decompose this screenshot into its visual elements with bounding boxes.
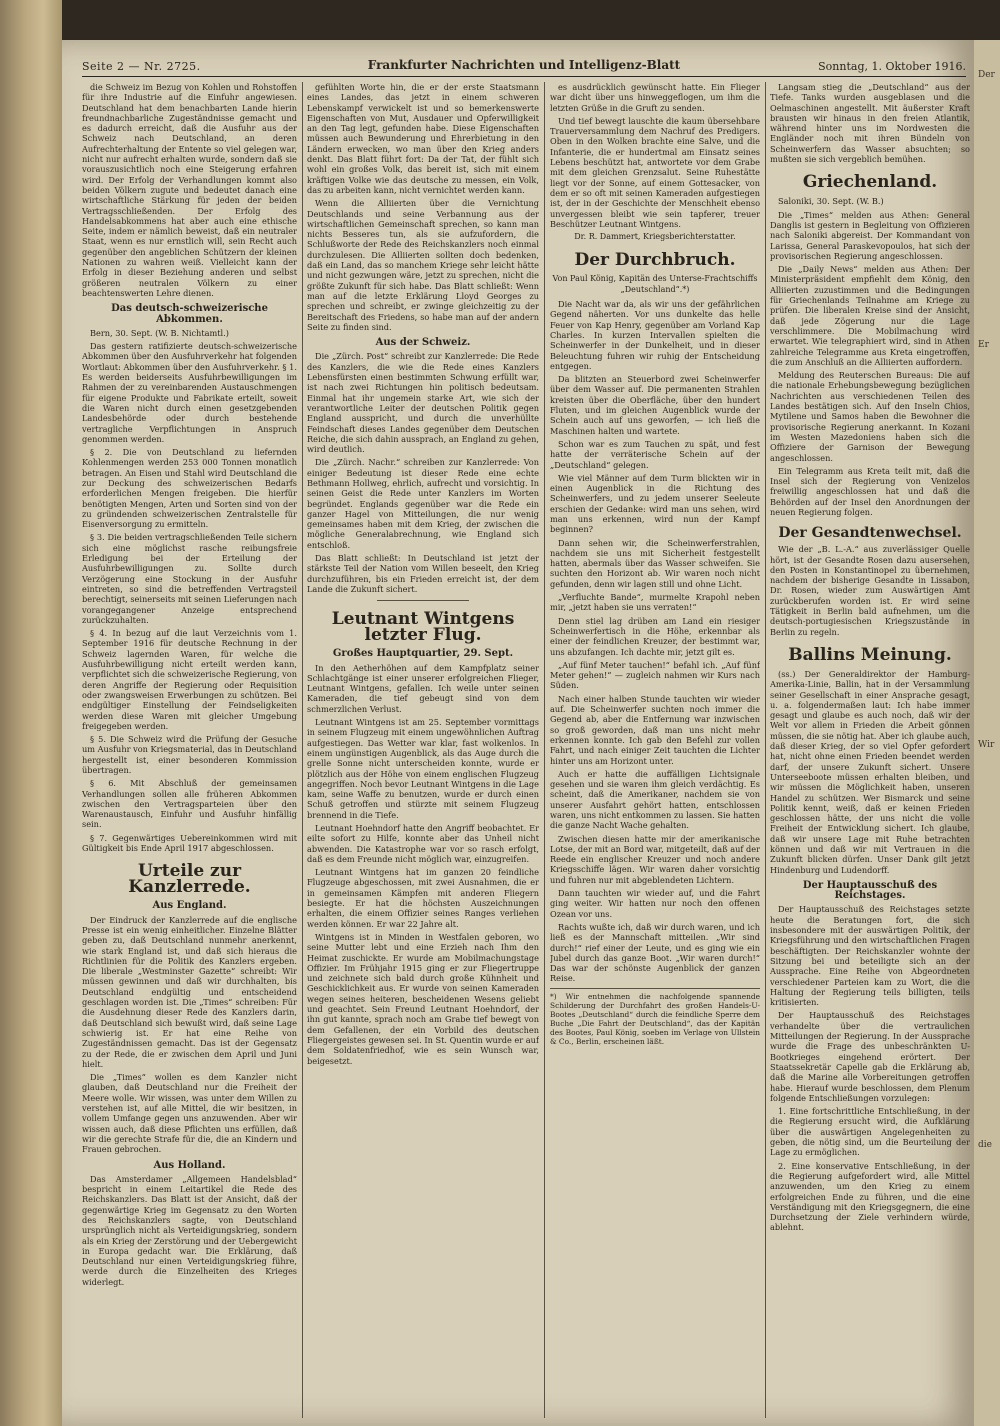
paragraph: Die „Times“ melden aus Athen: General Danglis ist gestern in Begleitung von Offizieren nach Saloniki abgereist. Der Kommandant von Larissa, General Paraskevopoulos, hat sich der provisorischen Regierung angeschlossen. (770, 209, 970, 261)
paragraph: Der Hauptausschuß des Reichstages verhandelte über die vertraulichen Mitteilungen der Regierung. In der Aussprache wurde die Frage des unbeschränkten U-Bootkrieges eingehend erörtert. Der Staatssekretär Capelle gab die Erklärung ab, daß die Marine alle Vorbereitungen getroffen habe. Hierauf wurde beschlossen, dem Plenum folgende Entschließungen vorzulegen: (770, 1010, 970, 1103)
paragraph: Dann tauchten wir wieder auf, und die Fahrt ging weiter. Wir hatten nur noch den offenen Ozean vor uns. (550, 888, 760, 919)
facing-page-edge (974, 40, 1000, 1426)
paragraph: Und tief bewegt lauschte die kaum übersehbare Trauerversammlung dem Nachruf des Predigers. Oben in den Wolken brachte eine Salve, und die Infanterie, die er hundertmal am Einsatz seines Lebens beschützt hat, antwortete vor dem Grabe mit dem gleichen Grenzsalut. Seine Ruhestätte liegt vor der Sonne, auf einem Gottesacker, von dem er so oft mit seinen Kameraden aufgestiegen ist, der in der Geschichte der Menschheit ebenso unvergessen bleibt wie sein tapferer, treuer Beschützer Leutnant Wintgens. (550, 115, 760, 229)
column-rule (302, 82, 303, 1418)
paragraph: § 6. Mit Abschluß der gemeinsamen Verhandlungen sollen alle früheren Abkommen zwischen den Vertragsparteien über den Warenaustausch, Einfuhr und Ausfuhr hinfällig sein. (82, 778, 297, 830)
paragraph: Langsam stieg die „Deutschland“ aus der Tiefe. Tanks wurden ausgeblasen und die Oelmaschinen angestellt. Mit äußerster Kraft brausten wir hinaus in den freien Atlantik, während hinter uns im Nordwesten die Engländer noch mit ihren Bündeln von Scheinwerfern das Wasser absuchten; so mußten sie sich vergeblich bemühen. (770, 82, 970, 165)
section-subheading: Aus der Schweiz. (375, 337, 471, 349)
paragraph: Das gestern ratifizierte deutsch-schweizerische Abkommen über den Ausfuhrverkehr hat folgenden Wortlaut: Abkommen über den Ausfuhrverkehr. § 1. Es werden beiderseits Ausfuhrbewilligungen im Rahmen der zu vereinbarenden Austauschmengen für eigene Produkte und Fabrikate erteilt, soweit die Waren nicht durch einen gesetzgebenden Landesbehörde oder durch bestehende vertragliche Verpflichtungen in Anspruch genommen werden. (82, 341, 297, 444)
paragraph: Leutnant Hoehndorf hatte den Angriff beobachtet. Er eilte sofort zu Hilfe, konnte aber das Unheil nicht abwenden. Die Katastrophe war vor so rasch erfolgt, daß es dem Freunde nicht möglich war, einzugreifen. (307, 823, 539, 864)
facing-page-text: Der (978, 70, 995, 80)
paragraph: 2. Eine konservative Entschließung, in der die Regierung aufgefordert wird, alle Mittel anzuwenden, um den Krieg zu einem erfolgreichen Ende zu führen, und die eine Verständigung mit den Kriegsgegnern, die eine Durchsetzung der Ziele verhindern würde, ablehnt. (770, 1160, 970, 1233)
facing-page-text: die (978, 1140, 992, 1150)
section-subheading: Aus Holland. (153, 1159, 226, 1171)
column-4 (770, 82, 970, 1418)
paragraph: Wie viel Männer auf dem Turm blickten wir in einen Augenblick in die Richtung des Scheinwerfers, und zu jedem unserer Seeleute erschien der Gedanke: wird man uns sehen, wird man uns erkennen, wird nun der Kampf beginnen? (550, 472, 760, 535)
paragraph: „Auf fünf Meter tauchen!“ befahl ich. „Auf fünf Meter gehen!“ — zugleich nahmen wir Kurs nach Süden. (550, 659, 760, 691)
paragraph: Der Hauptausschuß des Reichstages setzte heute die Beratungen fort, die sich insbesondere mit der auswärtigen Politik, der Kriegsführung und den wirtschaftlichen Fragen beschäftigten. Der Reichskanzler wohnte der Sitzung bei und beteiligte sich an der Aussprache. Eine Reihe von Abgeordneten verschiedener Parteien kam zu Wort, die die Haltung der Regierung teils billigten, teils kritisierten. (770, 904, 970, 1008)
paragraph: 1. Eine fortschrittliche Entschließung, in der die Regierung ersucht wird, die Aufklärung über die auswärtigen Angelegenheiten zu geben, die nötig sind, um die Beurteilung der Lage zu ermöglichen. (770, 1106, 970, 1158)
facing-page-text: Er (978, 340, 989, 350)
page-number: Seite 2 — Nr. 2725. (82, 60, 201, 73)
paragraph: Wie der „B. L.-A.“ aus zuverlässiger Quelle hört, ist der Gesandte Rosen dazu ausersehen, den Posten in Konstantinopel zu übernehmen, nachdem der bisherige Gesandte in Lissabon, Dr. Rosen, wieder zum Auswärtigen Amt zurückberufen worden ist. Er wird seine Tätigkeit in Berlin bald aufnehmen, um die deutsch-portugiesischen Kriegszustände in Berlin zu regeln. (770, 544, 970, 637)
paragraph: Die Nacht war da, als wir uns der gefährlichen Gegend näherten. Vor uns dunkelte das helle Feuer von Kap Henry, gegenüber am Vorland Kap Charles. In kurzen Intervallen spielten die Scheinwerfer in der Dunkelheit, und in dieser Beleuchtung fuhren wir ruhig der Entscheidung entgegen. (550, 299, 760, 371)
paragraph: § 7. Gegenwärtiges Uebereinkommen wird mit Gültigkeit bis Ende April 1917 abgeschlossen. (82, 832, 297, 854)
paragraph: Nach einer halben Stunde tauchten wir wieder auf. Die Scheinwerfer suchten noch immer die Gegend ab, aber die Entfernung war inzwischen so groß geworden, daß man uns nicht mehr erkennen konnte. Ich gab den Befehl zur vollen Fahrt, und nach einiger Zeit tauchten die Lichter hinter uns am Horizont unter. (550, 693, 760, 766)
paragraph: die Schweiz im Bezug von Kohlen und Rohstoffen für ihre Industrie auf die Einfuhr angewiesen. Deutschland hat dem benachbarten Lande hierin freundnachbarliche Zugeständnisse gemacht und es dadurch erreicht, daß die Ausfuhr aus der Schweiz nach Deutschland, an deren Aufrechterhaltung der Entente so viel gelegen war, nicht nur aufrecht erhalten wurde, sondern daß sie vorauszusichtlich noch eine Steigerung erfahren wird. Der Erfolg der Verhandlungen kommt also beiden Völkern zugute und bedeutet danach eine wirtschaftliche Stärkung für jeden der beiden Vertragsschließenden. Der Erfolg des Handelsabkommens hat aber auch eine ethische Seite, indem er nämlich beweist, daß ein neutraler Staat, wenn es nur ernstlich will, sein Recht auch gegenüber den angeblichen Schützern der kleinen Nationen zu wahren weiß. Vielleicht kann der Erfolg in dieser Beziehung anderen und selbst größeren neutralen Völkern zu einer beachtenswerten Lehre dienen. (82, 82, 297, 298)
paragraph: Die „Zürch. Post“ schreibt zur Kanzlerrede: Die Rede des Kanzlers, die wie die Rede eines Kanzlers Lebensfürsten einen bestimmten Schwung erfüllt war, ist nach zwei Richtungen hin politisch bedeutsam. Einmal hat ihr ungemein starke Art, wie sich der verantwortliche Leiter der deutschen Politik gegen England ausspricht, und durch die unverhüllte Feindschaft dieses Landes gegenüber dem Deutschen Reiche, die sich dahin aussprach, an England zu gehen, wird deutlich. (307, 351, 539, 455)
paragraph: Leutnant Wintgens hat im ganzen 20 feindliche Flugzeuge abgeschossen, mit zwei Ausnahmen, die er in gemeinsamen Kämpfen mit anderen Fliegern besiegte. Er hat die höchsten Auszeichnungen erhalten, die einem Offizier seines Ranges verliehen werden können. Er war 22 Jahre alt. (307, 867, 539, 929)
article-heading: Ballins Meinung. (788, 644, 952, 665)
dateline: Großes Hauptquartier, 29. Sept. (332, 648, 514, 660)
paragraph: Meldung des Reuterschen Bureaus: Die auf die nationale Erhebungsbewegung bezüglichen Nachrichten aus verschiedenen Teilen des Landes bestätigen sich. Auf den Inseln Chios, Mytilene und Samos haben die Bewohner die provisorische Regierung anerkannt. In Kozani im Westen Mazedoniens haben sich die Offiziere der Garnison der Bewegung angeschlossen. (770, 370, 970, 463)
article-heading: Urteile zur Kanzlerrede. (128, 861, 251, 898)
paragraph: In den Aetherhöhen auf dem Kampfplatz seiner Schlachtgänge ist einer unserer erfolgreichen Flieger, Leutnant Wintgens, gefallen. Ich weile unter seinen Kameraden, die tief gebeugt sind von dem schmerzlichen Verlust. (307, 662, 539, 714)
section-subheading: Aus England. (152, 900, 227, 912)
facing-page-text: Wir (978, 740, 995, 750)
column-rule (765, 82, 766, 1418)
paragraph: Da blitzten an Steuerbord zwei Scheinwerfer über dem Wasser auf. Die permanenten Strahlen kreisten über die Oberfläche, über den hundert Fluten, und im gleichen Augenblick wurde der Schein auch auf uns geworfen, — ich ließ die Maschinen halten und wartete. (550, 374, 760, 436)
issue-date: Sonntag, 1. Oktober 1916. (818, 60, 966, 73)
author-signature: Dr. R. Dammert, Kriegsberichterstatter. (574, 232, 736, 242)
paragraph: Dann sehen wir, die Scheinwerferstrahlen, nachdem sie uns mit Sicherheit festgestellt hatten, abermals über das Wasser schweifen. Sie suchten den Horizont ab. Wir waren noch nicht gefunden, denn wir lagen still und ohne Licht. (550, 537, 760, 589)
paragraph: Rachts wußte ich, daß wir durch waren, und ich ließ es der Mannschaft mitteilen. „Wir sind durch!“ rief einer der Leute, und es ging wie ein Jubel durch das ganze Boot. „Wir waren durch!“ Das war der schönste Augenblick der ganzen Reise. (550, 921, 760, 984)
footnote: *) Wir entnehmen die nachfolgende spannende Schilderung der Durchfahrt des großen Handels-U-Bootes „Deutschland“ durch die feindliche Sperre dem Buche „Die Fahrt der Deutschland“, das der Kapitän des Bootes, Paul König, soeben im Verlage von Ullstein & Co., Berlin, erscheinen läßt. (550, 988, 760, 1046)
article-heading: Der Hauptausschuß des Reichstages. (802, 879, 938, 902)
paragraph: § 4. In bezug auf die laut Verzeichnis vom 1. September 1916 für deutsche Rechnung in der Schweiz lagernden Waren, für welche die Ausfuhrbewilligung nicht erteilt werden kann, verpflichtet sich die schweizerische Regierung, von deren Angriffe der Regierung oder Requisition oder zwangsweisen Erwerbungen zu schützen. Bei endgültiger Einstellung der Feindseligkeiten werden diese Waren mit gleicher Umgebung freigegeben werden. (82, 628, 297, 731)
paragraph: Zwischen diesen hatte mir der amerikanische Lotse, der mit an Bord war, mitgeteilt, daß auf der Reede ein englischer Kreuzer und noch andere Kriegsschiffe lägen. Wir waren daher vorsichtig und fuhren nur mit abgeblendeten Lichtern. (550, 833, 760, 885)
paragraph: Schon war es zum Tauchen zu spät, und fest hatte der verräterische Schein auf der „Deutschland“ gelegen. (550, 438, 760, 470)
newspaper-page (62, 40, 974, 1426)
paragraph: Die „Times“ wollen es dem Kanzler nicht glauben, daß Deutschland nur die Freiheit der Meere wolle. Wir wissen, was unter dem Willen zu verstehen ist, auf alle Mittel, die wir besitzen, in vollem Umfange gegen uns anzuwenden. Aber wir wissen auch, daß diese Pflichten uns erfüllen, daß wir die gerechte Strafe für die, die an Kindern und Frauen gebrochen. (82, 1072, 297, 1155)
dateline: Saloniki, 30. Sept. (W. B.) (778, 196, 884, 207)
book-edge (0, 0, 62, 1426)
paragraph: Wenn die Alliierten über die Vernichtung Deutschlands und seine Verbannung aus der wirtschaftlichen Gemeinschaft sprechen, so kann man nichts Besseres tun, als sie aufzufordern, die Schlußworte der Rede des Reichskanzlers noch einmal durchzulesen. Die Alliierten sollten doch bedenken, daß ein Land, das so manchem Kriege sehr leicht hätte und nicht gezwungen wäre, jetzt zu sprechen, nicht die größte Zukunft für sich habe. Das Blatt schließt: Wenn man auf die letzte Erklärung Lloyd Georges zu sprechen und schreibt, er zwinge gleichzeitig zu der Bereitschaft des Friedens, so habe man auf der andern Seite zu finden sind. (307, 198, 539, 332)
newspaper-title: Frankfurter Nachrichten und Intelligenz-Blatt (367, 58, 681, 72)
paragraph: „Verfluchte Bande“, murmelte Krapohl neben mir, „jetzt haben sie uns verraten!“ (550, 592, 760, 613)
paragraph: Der Eindruck der Kanzlerrede auf die englische Presse ist ein wenig einheitlicher. Einzelne Blätter geben zu, daß Deutschland nunmehr anerkennt, wie stark England ist, und daß sich hieraus die Richtlinien für die Politik des Kanzlers ergeben. Die liberale „Westminster Gazette“ schreibt: Wir müssen gewinnen und daß wir durchhalten, bis Deutschland endgültig und entscheidend geschlagen worden ist. Die „Times“ schreiben: Für die Ausdehnung dieser Rede des Kanzlers darin, daß Deutschland sich bewußt wird, daß seine Lage schwierig ist. Er hat eine Reihe von Zugeständnissen gemacht. Das ist der Gegensatz zu der Rede, die er zwischen dem April und Juni hielt. (82, 914, 297, 1069)
column-1 (82, 82, 297, 1418)
paragraph: gefühlten Worte hin, die er der erste Staatsmann eines Landes, das jetzt in einem schweren Lebenskampf verwickelt ist und so bemerkenswerte Eigenschaften von Mut, Ausdauer und Opferwilligkeit an den Tag legt, gefunden habe. Diese Eigenschaften müssen auch Bewunderung und Ehrerbietung in den Ländern erwecken, wo man über den Krieg anders denkt. Das Blatt führt fort: Da der Tat, der fühlt sich wohl ein großes Volk, das bereit ist, sich mit einem kräftigen Volke wie das deutsche zu messen, ein Volk, das zu arbeiten kann, nicht vernichtet werden kann. (307, 82, 539, 195)
paragraph: § 2. Die von Deutschland zu liefernden Kohlenmengen werden 253 000 Tonnen monatlich betragen. An Eisen und Stahl wird Deutschland die zur Deckung des schweizerischen Bedarfs erforderlichen Mengen freigeben. Die hierfür benötigten Mengen, Arten und Sorten sind von der zu gründenden schweizerischen Zentralstelle für Eisenversorgung zu ermitteln. (82, 447, 297, 530)
paragraph: Ein Telegramm aus Kreta teilt mit, daß die Insel sich der Regierung von Venizelos freiwillig angeschlossen hat und daß die Behörden auf der Insel den Anordnungen der neuen Regierung folgen. (770, 465, 970, 517)
paragraph: Das Blatt schließt: In Deutschland ist jetzt der stärkste Teil der Nation vom Willen beseelt, den Krieg durchzuführen, bis ein Frieden erreicht ist, der dem Lande die Zukunft sichert. (307, 553, 539, 594)
paragraph: (ss.) Der Generaldirektor der Hamburg-Amerika-Linie, Ballin, hat in der Versammlung seiner Gesellschaft in einer Ansprache gesagt, u. a. folgendermaßen laut: Ich habe immer gesagt und glaube es auch noch, daß wir der Welt vor allem in Frieden die Arbeit gönnen müssen, die sie nötig hat. Aber ich glaube auch, daß dieser Krieg, der so viel Opfer gefordert hat, nicht ohne einen Frieden beendet werden darf, der unsere Zukunft sichert. Unsere Unterseeboote müssen erhalten bleiben, und wir müssen die Möglichkeit haben, unseren Handel zu schützen. Wer Bismarck und seine Politik kennt, weiß, daß er keinen Frieden geschlossen hätte, der uns nicht die volle Freiheit der Entwicklung sichert. Ich glaube, daß wir unsere Lage mit Ruhe betrachten können und daß wir mit Vertrauen in die Zukunft blicken dürfen. Unser Dank gilt jetzt Hindenburg und Ludendorff. (770, 668, 970, 875)
article-heading: Das deutsch-schweizerische Abkommen. (111, 303, 268, 325)
paragraph: Wintgens ist in Minden in Westfalen geboren, wo seine Mutter lebt und eine Erzieh nach Ihm den Heimat zuschickte. Er wurde am Mobilmachungstage Offizier. Im Frühjahr 1915 ging er zur Fliegertruppe und zeichnete sich bald durch große Kühnheit und Geschicklichkeit aus. Er wurde von seinen Kameraden wegen seines heiteren, bescheidenen Wesens geliebt und geachtet. Sein Freund Leutnant Hoehndorf, der ihn gut kannte, sprach noch am Grabe tief bewegt von dem Gefallenen, der ein Vorbild des deutschen Fliegergeistes gewesen sei. In St. Quentin wurde er auf dem Soldatenfriedhof, wie es sein Wunsch war, beigesetzt. (307, 931, 539, 1066)
paragraph: es ausdrücklich gewünscht hatte. Ein Flieger war dicht über uns hinweggeflogen, um ihm die letzten Grüße in die Gruft zu senden. (550, 82, 760, 113)
byline: Von Paul König, Kapitän des Unterse-Frachtschiffs „Deutschland“.*) (552, 274, 758, 294)
article-heading: Der Gesandtenwechsel. (778, 525, 962, 542)
column-3 (550, 82, 760, 1418)
paragraph: § 3. Die beiden vertragschließenden Teile sichern sich eine möglichst rasche reibungsfreie Erledigung bei der Erteilung der Ausfuhrbewilligungen zu. Sollte durch Verzögerung eine Stockung in der Ausfuhr eintreten, so sind die betreffenden Vertragsteil berechtigt, seinerseits mit seinen Lieferungen nach vorangegangener Anzeige entsprechend zurückzuhalten. (82, 532, 297, 625)
paragraph: Auch er hatte die auffälligen Lichtsignale gesehen und sie waren ihm gleich verdächtig. Es scheint, daß die Amerikaner, nachdem sie von unserer Ausfahrt gehört hatten, entschlossen waren, uns nicht entkommen zu lassen. Sie hatten die ganze Nacht Wache gehalten. (550, 768, 760, 831)
paragraph: Die „Zürch. Nachr.“ schreiben zur Kanzlerrede: Von einiger Bedeutung ist dieser Rede eine echte Bethmann Hollweg, ehrlich, aufrecht und vorsichtig. In seinen Geist die Rede unter Kanzlers im Worten begründet. Englands gegenüber war die Rede ein ganzer Hagel von Mitteilungen, die nur wenig gemeinsames haben mit dem Krieg, der zwischen die mögliche Generalabrechnung, wie England sich entschloß. (307, 457, 539, 550)
column-2 (307, 82, 539, 1418)
dateline: Bern, 30. Sept. (W. B. Nichtamtl.) (90, 327, 229, 338)
article-heading: Griechenland. (802, 172, 938, 193)
masthead (82, 58, 966, 77)
paragraph: Das Amsterdamer „Allgemeen Handelsblad“ bespricht in einem Leitartikel die Rede des Reichskanzlers. Das Blatt ist der Ansicht, daß der gegenwärtige Krieg im Gegensatz zu den Worten des Reichskanzlers sagte, von Deutschland ursprünglich nicht als Verteidigungskrieg, sondern als ein Krieg der Zerstörung und der Uebergewicht in Europa gedacht war. Die Erklärung, daß Deutschland nur einen Verteidigungskrieg führe, werde durch die Einzelheiten des Krieges widerlegt. (82, 1173, 297, 1287)
divider (377, 600, 470, 601)
paragraph: Die „Daily News“ melden aus Athen: Der Ministerpräsident empfiehlt dem König, den Alliierten zuzustimmen und die Bedingungen für Griechenlands Teilnahme am Kriege zu prüfen. Die liberalen Kreise sind der Ansicht, daß jede Zögerung nur die Lage verschlimmere. Die Mobilmachung wird erwartet. Wie telegraphiert wird, sind in Athen zahlreiche Telegramme aus Kreta eingetroffen, die zum Anschluß an die Alliierten auffordern. (770, 264, 970, 367)
article-heading: Der Durchbruch. (574, 250, 736, 271)
paragraph: § 5. Die Schweiz wird die Prüfung der Gesuche um Ausfuhr von Kriegsmaterial, das in Deutschland hergestellt ist, einer besonderen Kommission übertragen. (82, 734, 297, 775)
column-rule (544, 82, 545, 1418)
paragraph: Denn stiel lag drüben am Land ein riesiger Scheinwerfertisch in die Höhe, erkennbar als einer der feindlichen Kreuzer, der bestimmt war, uns abzufangen. Ich dachte mir, jetzt gilt es. (550, 615, 760, 657)
article-heading: Leutnant Wintgens letzter Flug. (331, 609, 515, 646)
paragraph: Leutnant Wintgens ist am 25. September vormittags in seinem Flugzeug mit einem ungewöhnlichen Auftrag aufgestiegen. Das Wetter war klar, fast wolkenlos. In einem ungünstigen Augenblick, als das Auge durch die grelle Sonne nicht unterscheiden konnte, wurde er plötzlich aus der Höhe von einem englischen Flugzeug angegriffen. Noch bevor Leutnant Wintgens in die Lage kam, seine Waffe zu benutzen, wurde er durch einen Schuß getroffen und stürzte mit seinem Flugzeug brennend in die Tiefe. (307, 717, 539, 820)
